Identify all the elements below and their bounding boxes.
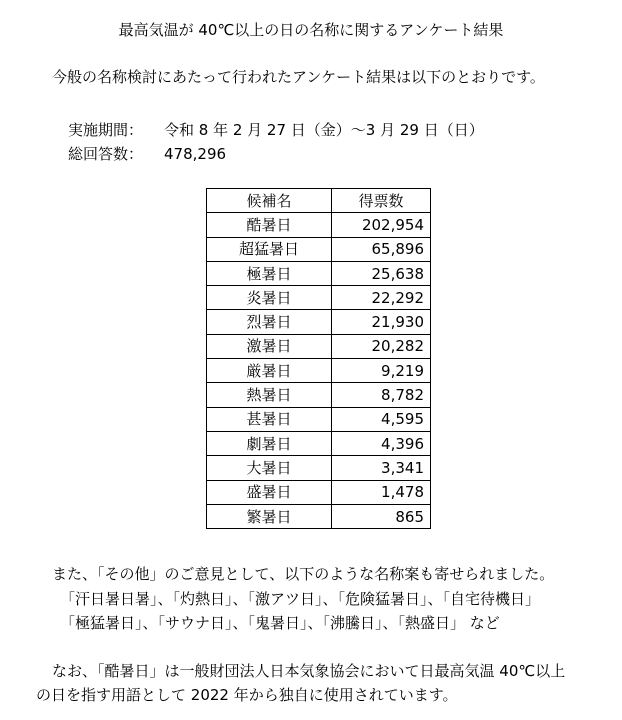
document-title: 最高気温が 40℃以上の日の名称に関するアンケート結果 bbox=[118, 21, 504, 39]
candidate-name-cell: 劇暑日 bbox=[207, 431, 332, 455]
table-row bbox=[207, 310, 431, 334]
other-suggestions-line: 「汗日暑日暑」、「灼熱日」、「激アツ日」、「危険猛暑日」、「自宅待機日」 bbox=[60, 590, 541, 608]
table-row bbox=[207, 213, 431, 237]
table-row bbox=[207, 456, 431, 480]
note-text: の日を指す用語として 2022 年から独自に使用されています。 bbox=[36, 686, 458, 704]
candidate-name-cell: 厳暑日 bbox=[207, 359, 332, 383]
table-row bbox=[207, 286, 431, 310]
other-suggestions-line: 「極猛暑日」、「サウナ日」、「鬼暑日」、「沸騰日」、「熱盛日」 など bbox=[60, 614, 500, 632]
table-row bbox=[207, 480, 431, 504]
header-candidate-name: 候補名 bbox=[207, 189, 332, 213]
candidate-name-cell: 炎暑日 bbox=[207, 286, 332, 310]
table-row bbox=[207, 431, 431, 455]
candidate-name-cell: 烈暑日 bbox=[207, 310, 332, 334]
vote-count-cell: 9,219 bbox=[332, 359, 431, 383]
intro-text: 今般の名称検討にあたって行われたアンケート結果は以下のとおりです。 bbox=[52, 68, 545, 86]
candidate-name-cell: 超猛暑日 bbox=[207, 237, 332, 261]
candidate-name-cell: 盛暑日 bbox=[207, 480, 332, 504]
vote-count-cell: 22,292 bbox=[332, 286, 431, 310]
vote-count-cell: 65,896 bbox=[332, 237, 431, 261]
vote-count-cell: 4,396 bbox=[332, 431, 431, 455]
header-vote-count: 得票数 bbox=[332, 189, 431, 213]
vote-count-cell: 21,930 bbox=[332, 310, 431, 334]
note-text: なお、「酷暑日」は一般財団法人日本気象協会において日最高気温 40℃以上 bbox=[52, 662, 566, 680]
candidate-name-cell: 甚暑日 bbox=[207, 407, 332, 431]
table-header-row bbox=[207, 189, 431, 213]
candidate-name-cell: 熱暑日 bbox=[207, 383, 332, 407]
vote-count-cell: 8,782 bbox=[332, 383, 431, 407]
vote-count-cell: 865 bbox=[332, 504, 431, 528]
period-value: 令和 8 年 2 月 27 日（金）～3 月 29 日（日） bbox=[164, 121, 484, 139]
table-row bbox=[207, 359, 431, 383]
period-label: 実施期間： bbox=[68, 121, 144, 139]
total-label: 総回答数： bbox=[68, 145, 144, 163]
candidate-name-cell: 激暑日 bbox=[207, 334, 332, 358]
candidate-name-cell: 酷暑日 bbox=[207, 213, 332, 237]
other-suggestions-intro: また、「その他」のご意見として、以下のような名称案も寄せられました。 bbox=[52, 565, 555, 583]
candidate-name-cell: 繁暑日 bbox=[207, 504, 332, 528]
table-row bbox=[207, 383, 431, 407]
results-body bbox=[207, 213, 431, 529]
vote-count-cell: 202,954 bbox=[332, 213, 431, 237]
table-row bbox=[207, 334, 431, 358]
vote-count-cell: 25,638 bbox=[332, 261, 431, 285]
vote-count-cell: 1,478 bbox=[332, 480, 431, 504]
table-row bbox=[207, 261, 431, 285]
vote-count-cell: 4,595 bbox=[332, 407, 431, 431]
vote-count-cell: 20,282 bbox=[332, 334, 431, 358]
total-value: 478,296 bbox=[164, 145, 227, 163]
table-row bbox=[207, 237, 431, 261]
candidate-name-cell: 大暑日 bbox=[207, 456, 332, 480]
table-row bbox=[207, 504, 431, 528]
vote-count-cell: 3,341 bbox=[332, 456, 431, 480]
table-row bbox=[207, 407, 431, 431]
candidate-name-cell: 極暑日 bbox=[207, 261, 332, 285]
results-table bbox=[206, 188, 431, 529]
